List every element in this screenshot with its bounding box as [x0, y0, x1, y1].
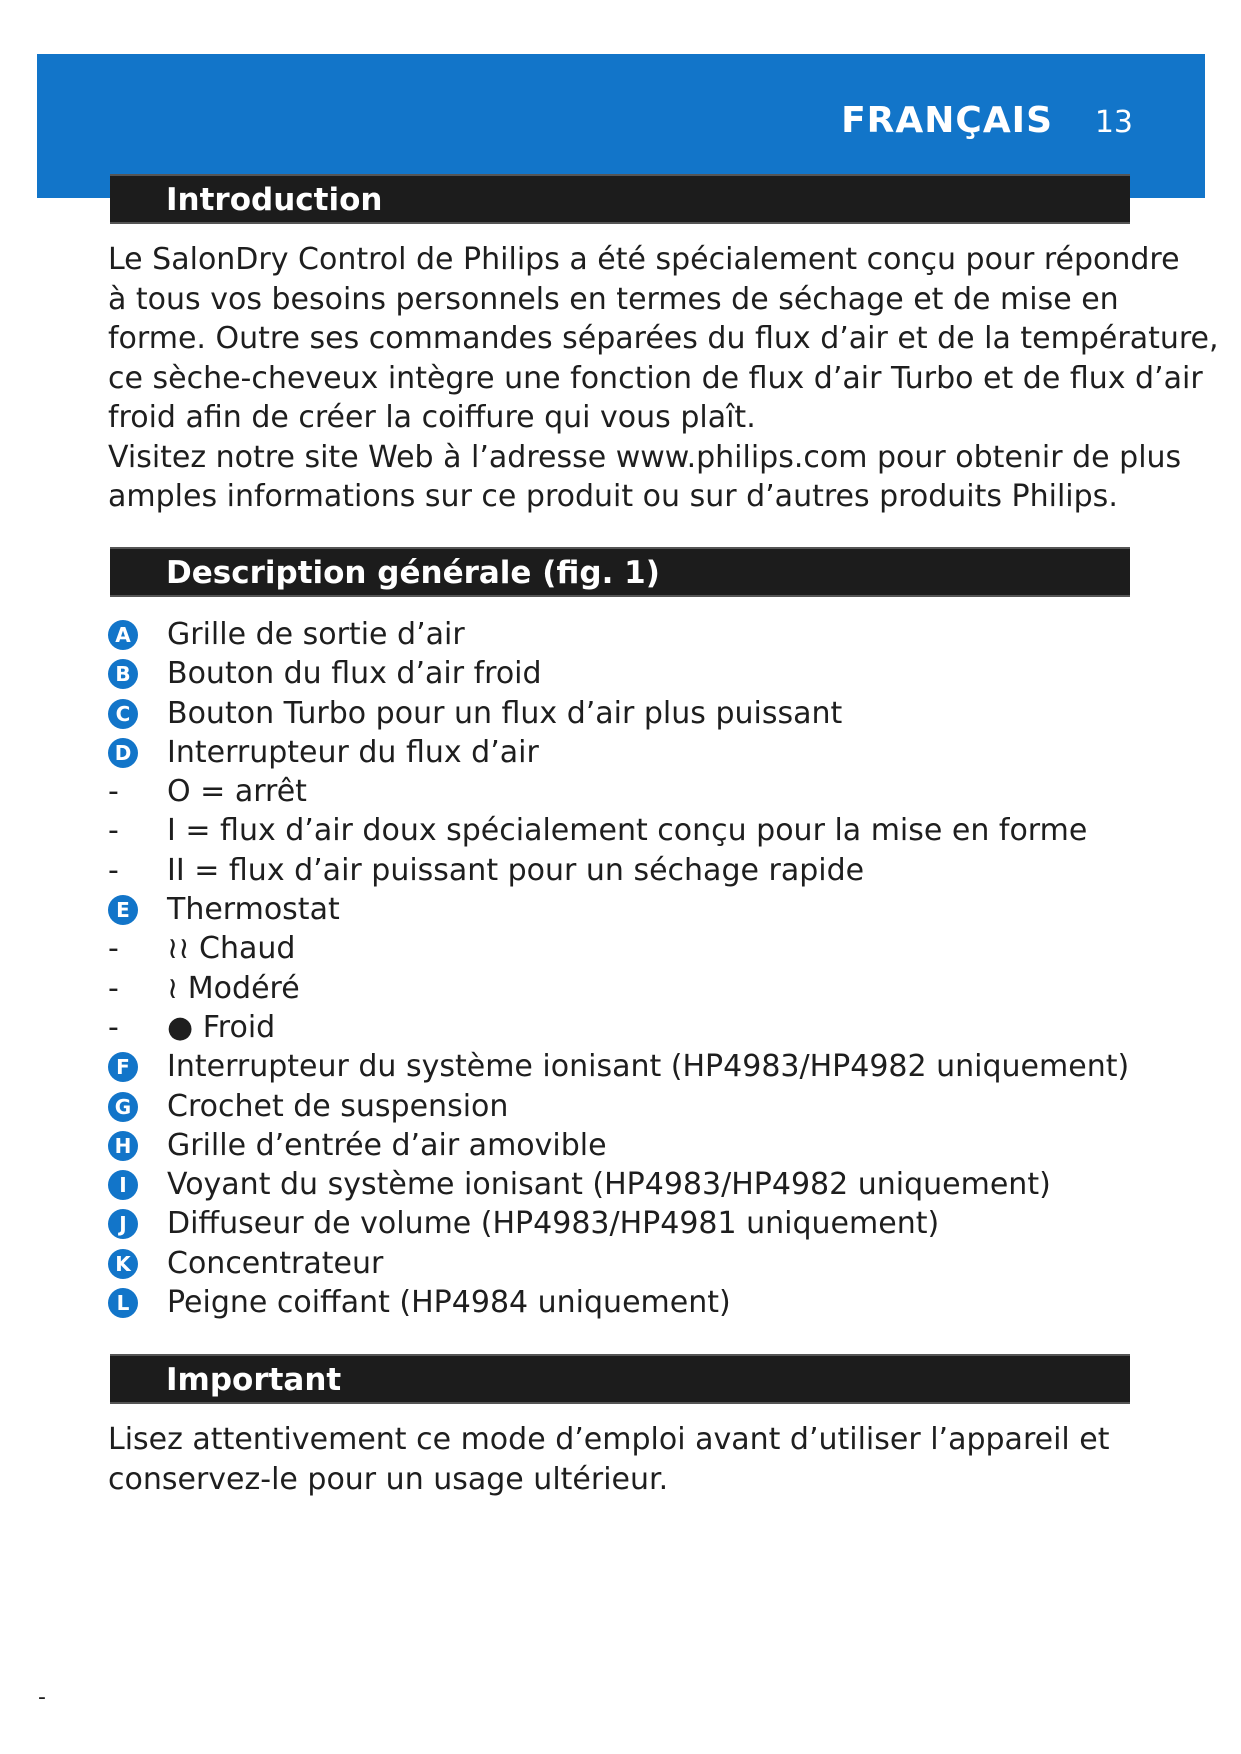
letter-badge-icon: A	[108, 620, 138, 650]
list-item	[108, 1126, 1138, 1165]
list-item	[108, 1244, 1138, 1283]
dash-marker: -	[108, 1009, 119, 1045]
list-item-text: Interrupteur du flux d’air	[167, 734, 539, 770]
list-item-text: ● Froid	[167, 1009, 276, 1045]
list-item	[108, 1047, 1138, 1086]
list-item-text: Concentrateur	[167, 1245, 384, 1281]
introduction-line: à tous vos besoins personnels en termes de séchage et de mise en	[108, 281, 1119, 317]
section-title-important: Important	[166, 1362, 342, 1398]
letter-badge-icon: I	[108, 1170, 138, 1200]
introduction-line: forme. Outre ses commandes séparées du flux d’air et de la température,	[108, 321, 1219, 356]
letter-badge-icon: E	[108, 895, 138, 925]
section-bar-introduction	[110, 174, 1130, 224]
list-item-text: Diffuseur de volume (HP4983/HP4981 uniquement)	[167, 1206, 940, 1242]
letter-badge-icon: D	[108, 738, 138, 768]
letter-badge-icon: B	[108, 659, 138, 689]
letter-badge-icon: C	[108, 699, 138, 729]
list-item	[108, 1204, 1138, 1243]
dash-marker: -	[108, 813, 119, 849]
list-item	[108, 1008, 1138, 1047]
list-item-text: Grille d’entrée d’air amovible	[167, 1127, 607, 1163]
section-bar-important	[110, 1354, 1130, 1404]
letter-badge-icon: F	[108, 1052, 138, 1082]
introduction-paragraph	[108, 240, 1219, 517]
list-item	[108, 694, 1138, 733]
introduction-line: Visitez notre site Web à l’adresse www.philips.com pour obtenir de plus	[108, 439, 1182, 475]
list-item	[108, 811, 1138, 850]
letter-badge-icon: J	[108, 1209, 138, 1239]
list-item-text: Bouton du flux d’air froid	[167, 656, 542, 692]
list-item-text: O = arrêt	[167, 774, 307, 810]
list-item	[108, 1283, 1138, 1322]
list-item-text: ≀ Modéré	[167, 970, 300, 1006]
list-item	[108, 733, 1138, 772]
list-item	[108, 969, 1138, 1008]
list-item	[108, 1165, 1138, 1204]
language-title: FRANÇAIS	[841, 100, 1053, 141]
list-item-text: Crochet de suspension	[167, 1088, 509, 1124]
important-line: conservez-le pour un usage ultérieur.	[108, 1461, 669, 1497]
dash-marker: -	[108, 774, 119, 810]
description-list	[108, 615, 1138, 1322]
list-item-text: Interrupteur du système ionisant (HP4983/HP4982 uniquement)	[167, 1049, 1130, 1085]
list-item	[108, 654, 1138, 693]
page-number: 13	[1094, 105, 1133, 140]
section-title-description: Description générale (fig. 1)	[166, 555, 660, 591]
list-item-text: ≀≀ Chaud	[167, 931, 296, 967]
section-title-introduction: Introduction	[166, 182, 383, 218]
list-item	[108, 1087, 1138, 1126]
list-item	[108, 615, 1138, 654]
list-item-text: Bouton Turbo pour un flux d’air plus puissant	[167, 695, 843, 731]
introduction-line: amples informations sur ce produit ou sur d’autres produits Philips.	[108, 479, 1118, 514]
introduction-line: Le SalonDry Control de Philips a été spécialement conçu pour répondre	[108, 242, 1180, 277]
dash-marker: -	[108, 852, 119, 888]
list-item	[108, 772, 1138, 811]
list-item-text: Thermostat	[167, 892, 340, 928]
section-bar-description	[110, 547, 1130, 597]
list-item-text: Grille de sortie d’air	[167, 617, 465, 652]
important-line: Lisez attentivement ce mode d’emploi avant d’utiliser l’appareil et	[108, 1422, 1110, 1457]
letter-badge-icon: H	[108, 1131, 138, 1161]
letter-badge-icon: L	[108, 1288, 138, 1318]
list-item-text: II = flux d’air puissant pour un séchage rapide	[167, 852, 865, 888]
list-item-text: Voyant du système ionisant (HP4983/HP4982 uniquement)	[167, 1167, 1051, 1203]
letter-badge-icon: G	[108, 1092, 138, 1122]
corner-mark: -	[38, 1685, 46, 1710]
dash-marker: -	[108, 970, 119, 1006]
introduction-line: froid afin de créer la coiffure qui vous plaît.	[108, 400, 756, 435]
list-item	[108, 929, 1138, 968]
letter-badge-icon: K	[108, 1249, 138, 1279]
list-item-text: I = flux d’air doux spécialement conçu pour la mise en forme	[167, 813, 1088, 849]
list-item	[108, 890, 1138, 929]
important-paragraph	[108, 1420, 1138, 1499]
dash-marker: -	[108, 931, 119, 967]
list-item-text: Peigne coiffant (HP4984 uniquement)	[167, 1285, 731, 1321]
list-item	[108, 851, 1138, 890]
introduction-line: ce sèche-cheveux intègre une fonction de flux d’air Turbo et de flux d’air	[108, 360, 1203, 396]
